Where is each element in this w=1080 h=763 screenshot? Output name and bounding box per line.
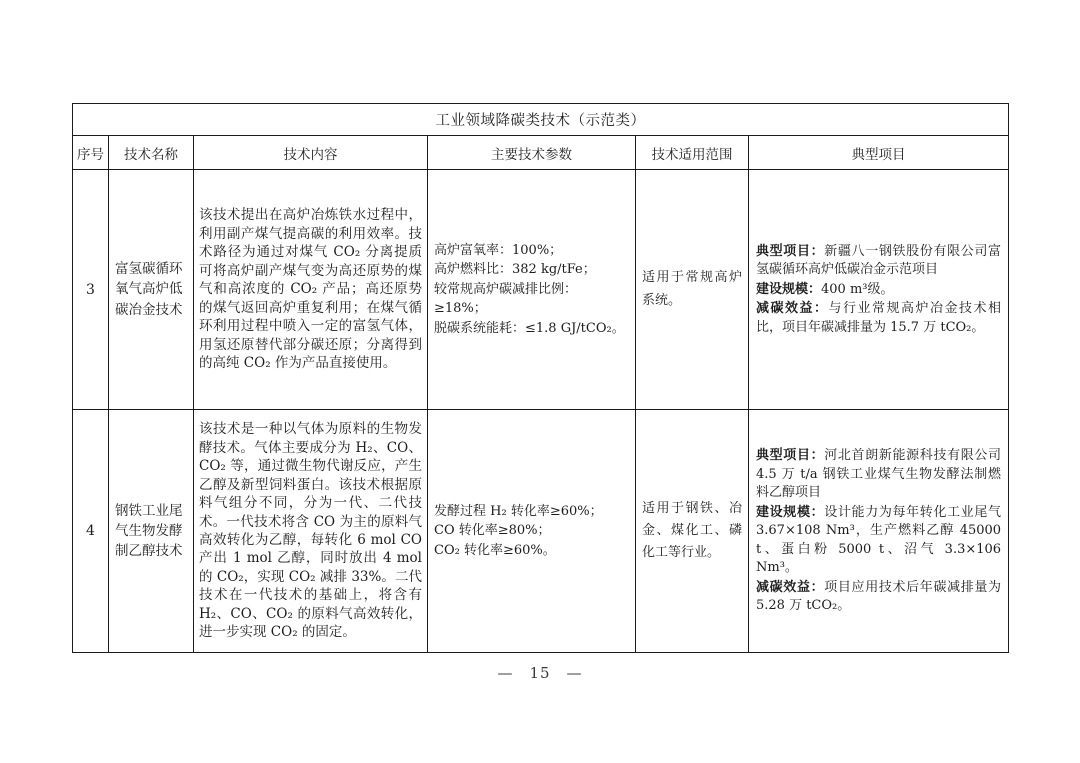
column-header-scope: 技术适用范围 [636,136,749,170]
project-paragraph [756,242,1001,280]
row-number: 4 [73,410,109,653]
table-header-row [73,136,1009,170]
project-paragraph [756,299,1001,337]
param-line: 较常规高炉碳减排比例：≥18%； [434,281,578,317]
project-paragraph [756,446,1001,502]
table-row [73,410,1009,653]
technology-table [72,103,1009,653]
column-header-project: 典型项目 [749,136,1009,170]
row-number: 3 [73,170,109,410]
typical-project [749,410,1009,653]
column-header-params: 主要技术参数 [428,136,636,170]
project-label: 减碳效益： [756,300,829,316]
table-row [73,170,1009,410]
table-title: 工业领域降碳类技术（示范类） [73,104,1009,136]
technology-params [428,170,636,410]
project-paragraph [756,503,1001,578]
param-line: 高炉富氧率：100%； [434,242,563,258]
technology-content: 该技术提出在高炉冶炼铁水过程中，利用副产煤气提高碳的利用效率。技术路径为通过对煤气 CO₂ 分离提质可将高炉副产煤气变为高还原势的煤气和高浓度的 CO₂ 产品；高还原势的煤气返回高炉重复利用；在煤气循环利用过程中喷入一定的富氢气体，用氢还原替代部分碳还原；分离得到的高纯 CO₂ 作为产品直接使用。 [194,170,428,410]
technology-scope: 适用于钢铁、冶金、煤化工、磷化工等行业。 [636,410,749,653]
technology-name: 钢铁工业尾气生物发酵制乙醇技术 [109,410,194,653]
column-header-name: 技术名称 [109,136,194,170]
table-title-row [73,104,1009,136]
project-label: 典型项目： [756,447,825,463]
project-label: 减碳效益： [756,578,825,594]
page-number: — 15 — [497,664,583,682]
project-label: 建设规模： [756,280,822,296]
param-line: 高炉燃料比：382 kg/tFe； [434,262,596,278]
project-text: 400 m³级。 [821,281,894,297]
project-text: 河北首朗新能源科技有限公司 4.5 万 t/a 钢铁工业煤气生物发酵法制燃料乙醇项目 [756,448,1002,501]
project-paragraph [756,578,1001,616]
project-paragraph [756,280,1001,299]
column-header-content: 技术内容 [194,136,428,170]
param-line: 脱碳系统能耗：≤1.8 GJ/tCO₂。 [434,320,625,336]
param-line: CO₂ 转化率≥60%。 [434,542,556,558]
project-label: 典型项目： [756,242,825,258]
param-line: 发酵过程 H₂ 转化率≥60%； [434,503,603,519]
technology-params [428,410,636,653]
column-header-no: 序号 [73,136,109,170]
project-text: 项目应用技术后年碳减排量为 5.28 万 tCO₂。 [756,579,1002,614]
project-label: 建设规模： [756,503,825,519]
typical-project [749,170,1009,410]
project-text: 设计能力为每年转化工业尾气 3.67×108 Nm³，生产燃料乙醇 45000 t、蛋白粉 5000 t、沼气 3.3×106 Nm³。 [756,504,1002,576]
technology-content: 该技术是一种以气体为原料的生物发酵技术。气体主要成分为 H₂、CO、CO₂ 等，通过微生物代谢反应，产生乙醇及新型饲料蛋白。该技术根据原料气组分不同，分为一代、二代技术。一代技术将含 CO 为主的原料气高效转化为乙醇，每转化 6 mol CO 产出 1 mol 乙醇，同时放出 4 mol 的 CO₂，实现 CO₂ 减排 33%。二代技术在一代技术的基础上，将含有 H₂、CO、CO₂ 的原料气高效转化，进一步实现 CO₂ 的固定。 [194,410,428,653]
technology-name: 富氢碳循环氧气高炉低碳冶金技术 [109,170,194,410]
project-text: 与行业常规高炉冶金技术相比，项目年碳减排量为 15.7 万 tCO₂。 [756,301,1002,335]
project-text: 新疆八一钢铁股份有限公司富氢碳循环高炉低碳冶金示范项目 [756,243,1002,278]
param-line: CO 转化率≥80%； [434,523,551,539]
technology-scope: 适用于常规高炉系统。 [636,170,749,410]
